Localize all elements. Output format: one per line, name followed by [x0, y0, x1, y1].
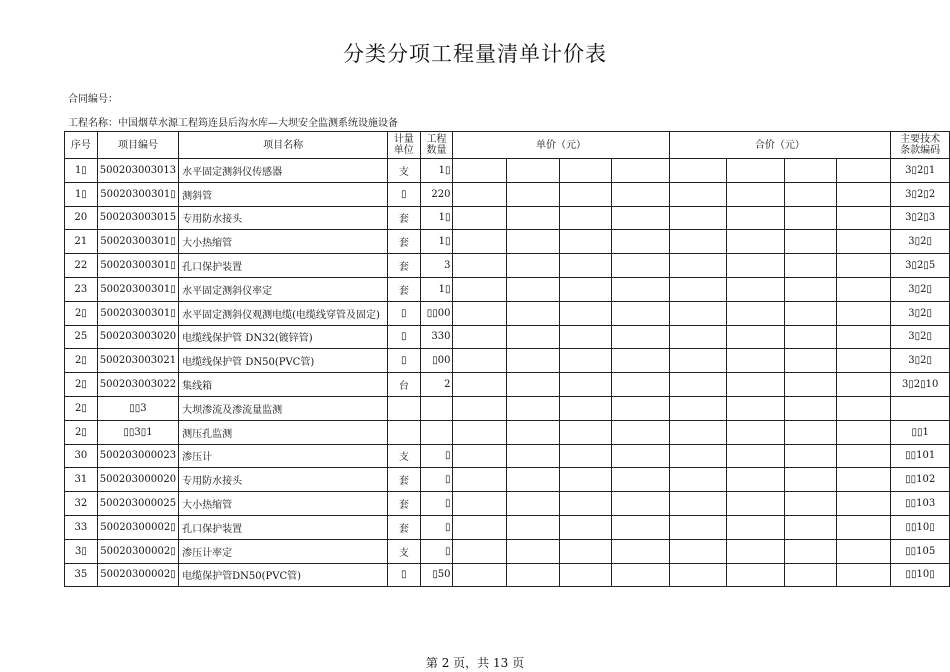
row-unit-price-cell: [507, 206, 559, 230]
row-code: 500203003013: [97, 159, 178, 183]
row-total-price-cell: [669, 325, 727, 349]
row-clause: ▯▯102: [891, 468, 950, 492]
table-row: [65, 539, 950, 563]
row-total-price-cell: [785, 396, 837, 420]
row-unit-price-cell: [507, 420, 559, 444]
row-name: 水平固定测斜仪传感器: [179, 159, 388, 183]
row-total-price-cell: [837, 468, 891, 492]
row-unit: 支: [388, 444, 421, 468]
table-row: [65, 396, 950, 420]
table-row: [65, 325, 950, 349]
row-unit-price-cell: [453, 420, 507, 444]
row-unit-price-cell: [453, 349, 507, 373]
row-unit-price-cell: [453, 515, 507, 539]
row-unit: [388, 396, 421, 420]
row-code: 500203003015: [97, 206, 178, 230]
row-qty: ▯▯00: [420, 301, 453, 325]
row-total-price-cell: [727, 396, 785, 420]
row-clause: 3▯2▯: [891, 230, 950, 254]
row-total-price-cell: [727, 373, 785, 397]
row-unit-price-cell: [611, 468, 669, 492]
row-total-price-cell: [837, 373, 891, 397]
row-total-price-cell: [669, 159, 727, 183]
row-total-price-cell: [785, 159, 837, 183]
row-unit-price-cell: [559, 563, 611, 587]
row-unit-price-cell: [559, 206, 611, 230]
row-unit-price-cell: [507, 277, 559, 301]
row-total-price-cell: [669, 468, 727, 492]
row-total-price-cell: [837, 230, 891, 254]
row-unit-price-cell: [611, 515, 669, 539]
row-total-price-cell: [785, 563, 837, 587]
row-unit-price-cell: [453, 492, 507, 516]
header-qty: 工程 数量: [420, 132, 453, 159]
row-total-price-cell: [727, 563, 785, 587]
table-row: [65, 492, 950, 516]
row-code: 500203003020: [97, 325, 178, 349]
table-row: [65, 277, 950, 301]
row-total-price-cell: [785, 468, 837, 492]
row-unit-price-cell: [453, 206, 507, 230]
header-unit-price: 单价（元）: [453, 132, 669, 159]
row-total-price-cell: [669, 373, 727, 397]
row-clause: 3▯2▯5: [891, 254, 950, 278]
row-seq: 3▯: [65, 539, 98, 563]
row-unit-price-cell: [611, 539, 669, 563]
row-name: 电缆线保护管 DN32(镀锌管): [179, 325, 388, 349]
row-name: 测压孔监测: [179, 420, 388, 444]
row-qty: 220: [420, 182, 453, 206]
row-total-price-cell: [785, 492, 837, 516]
row-unit-price-cell: [611, 373, 669, 397]
row-seq: 31: [65, 468, 98, 492]
row-unit-price-cell: [507, 230, 559, 254]
row-clause: [891, 396, 950, 420]
row-code: 500203000025: [97, 492, 178, 516]
row-qty: ▯: [420, 515, 453, 539]
contract-number-label: 合同编号：: [68, 94, 118, 105]
row-qty: 1▯: [420, 159, 453, 183]
row-unit-price-cell: [453, 159, 507, 183]
table-row: [65, 373, 950, 397]
row-unit-price-cell: [507, 254, 559, 278]
row-seq: 2▯: [65, 301, 98, 325]
row-unit-price-cell: [611, 325, 669, 349]
row-total-price-cell: [669, 277, 727, 301]
row-unit-price-cell: [453, 325, 507, 349]
row-unit-price-cell: [453, 301, 507, 325]
row-qty: 2: [420, 373, 453, 397]
header-total-price: 合价（元）: [669, 132, 891, 159]
row-unit-price-cell: [611, 277, 669, 301]
row-unit-price-cell: [559, 301, 611, 325]
row-total-price-cell: [837, 563, 891, 587]
row-unit-price-cell: [453, 468, 507, 492]
row-qty: ▯50: [420, 563, 453, 587]
row-seq: 2▯: [65, 373, 98, 397]
row-unit: 台: [388, 373, 421, 397]
table-row: [65, 515, 950, 539]
row-unit-price-cell: [611, 301, 669, 325]
row-total-price-cell: [669, 563, 727, 587]
row-name: 水平固定测斜仪观测电缆(电缆线穿管及固定): [179, 301, 388, 325]
row-unit: 套: [388, 254, 421, 278]
row-total-price-cell: [669, 539, 727, 563]
row-total-price-cell: [669, 230, 727, 254]
row-total-price-cell: [837, 420, 891, 444]
row-clause: ▯▯105: [891, 539, 950, 563]
row-qty: 3: [420, 254, 453, 278]
row-seq: 2▯: [65, 420, 98, 444]
row-total-price-cell: [727, 444, 785, 468]
table-row: [65, 301, 950, 325]
row-unit: ▯: [388, 349, 421, 373]
row-total-price-cell: [727, 206, 785, 230]
row-unit-price-cell: [559, 159, 611, 183]
row-total-price-cell: [837, 277, 891, 301]
row-unit-price-cell: [453, 230, 507, 254]
row-unit-price-cell: [611, 182, 669, 206]
row-unit-price-cell: [507, 396, 559, 420]
row-unit-price-cell: [507, 159, 559, 183]
row-total-price-cell: [837, 325, 891, 349]
row-total-price-cell: [837, 396, 891, 420]
row-total-price-cell: [669, 396, 727, 420]
row-code: 50020300301▯: [97, 301, 178, 325]
row-name: 专用防水接头: [179, 468, 388, 492]
row-total-price-cell: [669, 515, 727, 539]
table-row: [65, 444, 950, 468]
row-unit-price-cell: [507, 563, 559, 587]
row-qty: 1▯: [420, 230, 453, 254]
row-code: 50020300301▯: [97, 277, 178, 301]
row-total-price-cell: [785, 444, 837, 468]
row-total-price-cell: [837, 301, 891, 325]
row-total-price-cell: [837, 254, 891, 278]
row-name: 电缆线保护管 DN50(PVC管): [179, 349, 388, 373]
row-total-price-cell: [669, 206, 727, 230]
row-unit-price-cell: [559, 325, 611, 349]
row-total-price-cell: [785, 254, 837, 278]
row-unit-price-cell: [507, 444, 559, 468]
row-seq: 20: [65, 206, 98, 230]
table-row: [65, 420, 950, 444]
row-unit-price-cell: [559, 230, 611, 254]
row-seq: 23: [65, 277, 98, 301]
row-unit: 套: [388, 230, 421, 254]
page-title: 分类分项工程量清单计价表: [343, 42, 607, 66]
table-row: [65, 159, 950, 183]
table-row: [65, 254, 950, 278]
row-name: 集线箱: [179, 373, 388, 397]
row-clause: ▯▯10▯: [891, 563, 950, 587]
row-qty: ▯: [420, 444, 453, 468]
row-code: 500203003022: [97, 373, 178, 397]
row-total-price-cell: [785, 420, 837, 444]
row-unit: 支: [388, 159, 421, 183]
row-seq: 1▯: [65, 159, 98, 183]
row-seq: 33: [65, 515, 98, 539]
row-unit-price-cell: [453, 539, 507, 563]
row-seq: 32: [65, 492, 98, 516]
row-unit-price-cell: [453, 254, 507, 278]
row-clause: 3▯2▯: [891, 325, 950, 349]
table-row: [65, 349, 950, 373]
row-unit-price-cell: [611, 420, 669, 444]
row-unit-price-cell: [611, 563, 669, 587]
row-unit-price-cell: [507, 301, 559, 325]
row-unit-price-cell: [453, 444, 507, 468]
row-unit-price-cell: [453, 277, 507, 301]
row-unit: ▯: [388, 301, 421, 325]
row-name: 水平固定测斜仪率定: [179, 277, 388, 301]
row-unit-price-cell: [611, 254, 669, 278]
row-total-price-cell: [669, 444, 727, 468]
row-unit-price-cell: [507, 468, 559, 492]
row-code: 50020300002▯: [97, 539, 178, 563]
row-total-price-cell: [785, 182, 837, 206]
row-unit: ▯: [388, 563, 421, 587]
row-total-price-cell: [785, 301, 837, 325]
row-seq: 2▯: [65, 349, 98, 373]
row-unit-price-cell: [559, 492, 611, 516]
row-unit-price-cell: [559, 420, 611, 444]
row-unit-price-cell: [453, 396, 507, 420]
row-clause: 3▯2▯: [891, 349, 950, 373]
row-total-price-cell: [785, 206, 837, 230]
row-total-price-cell: [727, 468, 785, 492]
row-seq: 30: [65, 444, 98, 468]
row-total-price-cell: [837, 159, 891, 183]
row-total-price-cell: [727, 182, 785, 206]
row-name: 渗压计: [179, 444, 388, 468]
row-total-price-cell: [785, 539, 837, 563]
table-row: [65, 230, 950, 254]
row-total-price-cell: [837, 444, 891, 468]
row-unit-price-cell: [507, 373, 559, 397]
row-unit-price-cell: [559, 277, 611, 301]
row-unit-price-cell: [611, 492, 669, 516]
row-qty: 330: [420, 325, 453, 349]
row-qty: ▯: [420, 539, 453, 563]
row-unit-price-cell: [559, 182, 611, 206]
row-clause: 3▯2▯2: [891, 182, 950, 206]
row-seq: 25: [65, 325, 98, 349]
table-row: [65, 206, 950, 230]
row-total-price-cell: [727, 325, 785, 349]
row-qty: ▯: [420, 468, 453, 492]
row-total-price-cell: [837, 515, 891, 539]
bill-of-quantities-table: [64, 131, 950, 587]
row-clause: 3▯2▯10: [891, 373, 950, 397]
row-unit-price-cell: [611, 206, 669, 230]
row-code: 50020300002▯: [97, 563, 178, 587]
row-code: 50020300301▯: [97, 254, 178, 278]
row-clause: 3▯2▯: [891, 301, 950, 325]
row-code: 500203000023: [97, 444, 178, 468]
row-total-price-cell: [727, 159, 785, 183]
row-total-price-cell: [727, 254, 785, 278]
row-clause: ▯▯103: [891, 492, 950, 516]
row-unit-price-cell: [559, 254, 611, 278]
row-unit: 套: [388, 515, 421, 539]
row-unit: 支: [388, 539, 421, 563]
row-total-price-cell: [837, 349, 891, 373]
row-qty: [420, 420, 453, 444]
row-unit-price-cell: [453, 182, 507, 206]
row-total-price-cell: [727, 539, 785, 563]
row-total-price-cell: [669, 492, 727, 516]
row-total-price-cell: [727, 277, 785, 301]
row-total-price-cell: [837, 539, 891, 563]
row-clause: ▯▯10▯: [891, 515, 950, 539]
row-unit-price-cell: [507, 515, 559, 539]
row-code: ▯▯3: [97, 396, 178, 420]
row-total-price-cell: [785, 230, 837, 254]
header-seq: 序号: [65, 132, 98, 159]
row-code: 500203003021: [97, 349, 178, 373]
row-unit: ▯: [388, 182, 421, 206]
page-footer: 第 2 页，共 13 页: [425, 656, 525, 670]
row-qty: [420, 396, 453, 420]
row-unit-price-cell: [559, 396, 611, 420]
table-header-row: [65, 132, 950, 159]
row-unit: 套: [388, 492, 421, 516]
project-name-label: 工程名称：中国烟草水源工程筠连县后沟水库—大坝安全监测系统设施设备: [68, 118, 398, 129]
row-total-price-cell: [727, 349, 785, 373]
row-unit-price-cell: [611, 159, 669, 183]
row-total-price-cell: [669, 420, 727, 444]
row-name: 孔口保护装置: [179, 515, 388, 539]
row-total-price-cell: [837, 182, 891, 206]
row-unit-price-cell: [453, 373, 507, 397]
row-unit-price-cell: [611, 349, 669, 373]
row-seq: 1▯: [65, 182, 98, 206]
row-total-price-cell: [785, 277, 837, 301]
row-unit: 套: [388, 468, 421, 492]
row-unit-price-cell: [559, 468, 611, 492]
row-unit-price-cell: [507, 492, 559, 516]
row-name: 大小热缩管: [179, 230, 388, 254]
row-unit: [388, 420, 421, 444]
row-name: 电缆保护管DN50(PVC管): [179, 563, 388, 587]
table-row: [65, 182, 950, 206]
row-unit-price-cell: [611, 230, 669, 254]
table-row: [65, 563, 950, 587]
row-unit-price-cell: [611, 444, 669, 468]
header-unit: 计量 单位: [388, 132, 421, 159]
row-unit-price-cell: [559, 349, 611, 373]
row-name: 大坝渗流及渗流量监测: [179, 396, 388, 420]
row-code: 50020300002▯: [97, 515, 178, 539]
row-unit-price-cell: [559, 444, 611, 468]
row-seq: 21: [65, 230, 98, 254]
row-total-price-cell: [669, 254, 727, 278]
row-name: 渗压计率定: [179, 539, 388, 563]
row-unit-price-cell: [507, 349, 559, 373]
row-unit-price-cell: [507, 182, 559, 206]
row-unit-price-cell: [559, 373, 611, 397]
row-unit-price-cell: [507, 325, 559, 349]
row-unit-price-cell: [453, 563, 507, 587]
row-total-price-cell: [727, 230, 785, 254]
row-code: ▯▯3▯1: [97, 420, 178, 444]
row-seq: 35: [65, 563, 98, 587]
row-total-price-cell: [669, 182, 727, 206]
row-clause: 3▯2▯3: [891, 206, 950, 230]
row-total-price-cell: [669, 349, 727, 373]
row-name: 测斜管: [179, 182, 388, 206]
row-name: 孔口保护装置: [179, 254, 388, 278]
row-total-price-cell: [669, 301, 727, 325]
row-clause: 3▯2▯: [891, 277, 950, 301]
row-seq: 2▯: [65, 396, 98, 420]
row-unit: 套: [388, 206, 421, 230]
row-unit: 套: [388, 277, 421, 301]
row-total-price-cell: [785, 373, 837, 397]
header-clause: 主要技术 条款编码: [891, 132, 950, 159]
table-row: [65, 468, 950, 492]
row-unit-price-cell: [559, 539, 611, 563]
row-total-price-cell: [727, 492, 785, 516]
row-qty: ▯00: [420, 349, 453, 373]
row-name: 大小热缩管: [179, 492, 388, 516]
header-code: 项目编号: [97, 132, 178, 159]
row-total-price-cell: [785, 349, 837, 373]
row-qty: 1▯: [420, 206, 453, 230]
row-qty: 1▯: [420, 277, 453, 301]
row-total-price-cell: [727, 420, 785, 444]
row-total-price-cell: [727, 301, 785, 325]
row-name: 专用防水接头: [179, 206, 388, 230]
row-unit-price-cell: [559, 515, 611, 539]
row-code: 500203000020: [97, 468, 178, 492]
row-total-price-cell: [837, 492, 891, 516]
row-clause: 3▯2▯1: [891, 159, 950, 183]
row-total-price-cell: [837, 206, 891, 230]
row-total-price-cell: [785, 515, 837, 539]
header-name: 项目名称: [179, 132, 388, 159]
row-seq: 22: [65, 254, 98, 278]
row-clause: ▯▯101: [891, 444, 950, 468]
row-total-price-cell: [727, 515, 785, 539]
row-unit-price-cell: [507, 539, 559, 563]
row-qty: ▯: [420, 492, 453, 516]
row-code: 50020300301▯: [97, 230, 178, 254]
row-total-price-cell: [785, 325, 837, 349]
row-unit-price-cell: [611, 396, 669, 420]
row-unit: ▯: [388, 325, 421, 349]
row-code: 50020300301▯: [97, 182, 178, 206]
row-clause: ▯▯1: [891, 420, 950, 444]
